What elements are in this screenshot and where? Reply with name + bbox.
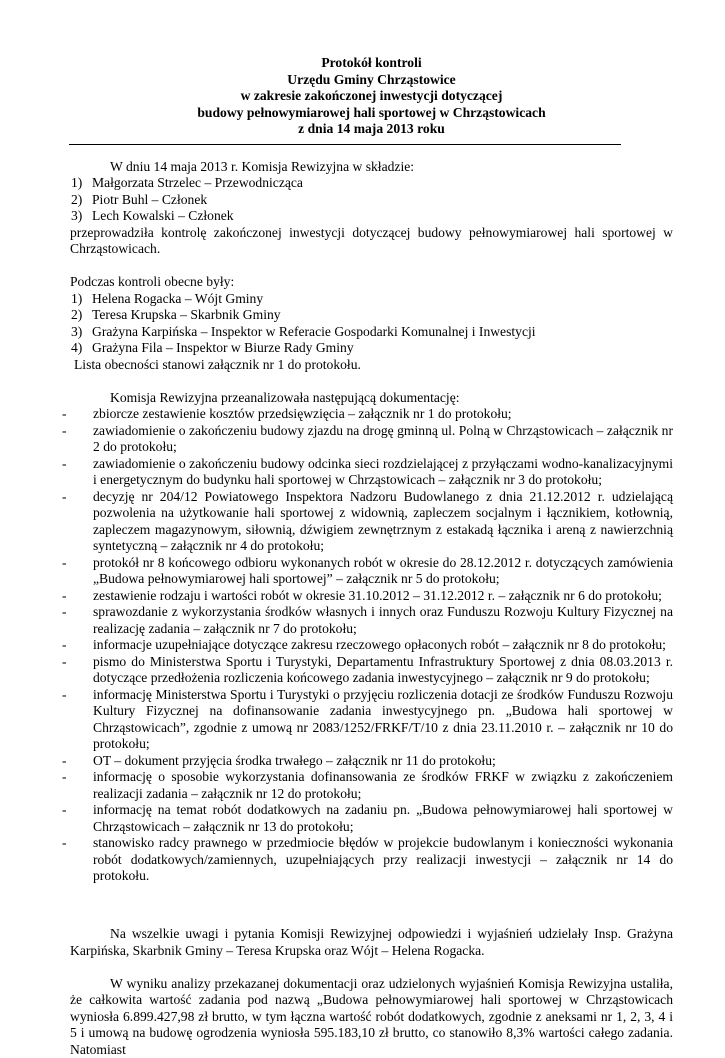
list-text: Grażyna Fila – Inspektor w Biurze Rady Gminy: [92, 340, 354, 355]
list-item: [70, 340, 673, 357]
list-number: 2): [71, 307, 82, 324]
conducted-paragraph: przeprowadziła kontrolę zakończonej inwestycji dotyczącej budowy pełnowymiarowej hali sportowej w Chrząstowicach.: [70, 225, 673, 258]
list-item: [70, 588, 673, 605]
list-text: zawiadomienie o zakończeniu budowy zjazdu na drogę gminną ul. Polną w Chrząstowicach – załącznik nr 2 do protokołu;: [93, 423, 673, 455]
documents-heading: Komisja Rewizyjna przeanalizowała następującą dokumentację:: [70, 390, 673, 407]
list-text: OT – dokument przyjęcia środka trwałego – załącznik nr 11 do protokołu;: [93, 753, 496, 768]
title-line: Protokół kontroli: [70, 55, 673, 72]
list-text: zawiadomienie o zakończeniu budowy odcinka sieci rozdzielającej z przyłączami wodno-kanalizacyjnymi i energetycznym do budynku hali sportowej w Chrząstowicach – załącznik nr 3 do protokołu;: [93, 456, 673, 488]
intro-paragraph: W dniu 14 maja 2013 r. Komisja Rewizyjna w składzie:: [70, 159, 673, 176]
list-bullet: -: [62, 604, 67, 621]
list-item: [70, 637, 673, 654]
findings-paragraph: W wyniku analizy przekazanej dokumentacji oraz udzielonych wyjaśnień Komisja Rewizyjna ustaliła, że całkowita wartość zadania pod nazwą „Budowa pełnowymiarowej hali sportowej w Chrząstowicach wyniosła 6.899.427,98 zł brutto, w tym łączna wartość robót dodatkowych, zgodnie z aneksami nr 1, 2, 3, 4 i 5 i umową na budowę ogrodzenia wyniosła 595.183,10 zł brutto, co stanowiło 8,3% wartości całego zadania. Natomiast: [70, 976, 673, 1058]
list-text: Piotr Buhl – Członek: [92, 192, 207, 207]
list-bullet: -: [62, 802, 67, 819]
list-number: 1): [71, 291, 82, 308]
list-number: 2): [71, 192, 82, 209]
list-text: Helena Rogacka – Wójt Gminy: [92, 291, 263, 306]
list-bullet: -: [62, 456, 67, 473]
list-text: zbiorcze zestawienie kosztów przedsięwzięcia – załącznik nr 1 do protokołu;: [93, 406, 512, 421]
list-bullet: -: [62, 406, 67, 423]
list-item: [70, 802, 673, 835]
list-bullet: -: [62, 637, 67, 654]
list-item: [70, 175, 673, 192]
list-item: [70, 192, 673, 209]
list-item: [70, 406, 673, 423]
explanations-paragraph: Na wszelkie uwagi i pytania Komisji Rewizyjnej odpowiedzi i wyjaśnień udzielały Insp. Grażyna Karpińska, Skarbnik Gminy – Teresa Krupska oraz Wójt – Helena Rogacka.: [70, 926, 673, 959]
list-text: Małgorzata Strzelec – Przewodnicząca: [92, 175, 303, 190]
title-line: z dnia 14 maja 2013 roku: [70, 121, 673, 138]
present-list: [70, 291, 673, 357]
list-text: Grażyna Karpińska – Inspektor w Referacie Gospodarki Komunalnej i Inwestycji: [92, 324, 536, 339]
list-number: 4): [71, 340, 82, 357]
list-item: [70, 423, 673, 456]
document-title: [70, 55, 673, 138]
list-bullet: -: [62, 769, 67, 786]
list-item: [70, 307, 673, 324]
list-bullet: -: [62, 687, 67, 704]
document-page: [70, 55, 673, 1058]
list-item: [70, 489, 673, 555]
list-text: decyzję nr 204/12 Powiatowego Inspektora Nadzoru Budowlanego z dnia 21.12.2012 r. udzielającą pozwolenia na użytkowanie hali sportowej z widownią, zapleczem socjalnym i łącznikiem, kotłownią, zapleczem magazynowym, siłownią, dźwigiem zewnętrznym z estakadą łącznika i areną z nawierzchnią syntetyczną – załącznik nr 4 do protokołu;: [93, 489, 673, 554]
list-text: pismo do Ministerstwa Sportu i Turystyki, Departamentu Infrastruktury Sportowej z dnia 08.03.2013 r. dotyczące przedłożenia rozliczenia końcowego zadania inwestycyjnego – załącznik nr 9 do protokołu;: [93, 654, 673, 686]
list-bullet: -: [62, 423, 67, 440]
list-item: [70, 324, 673, 341]
list-item: [70, 769, 673, 802]
list-text: Teresa Krupska – Skarbnik Gminy: [92, 307, 281, 322]
title-line: w zakresie zakończonej inwestycji dotyczącej: [70, 88, 673, 105]
list-text: zestawienie rodzaju i wartości robót w okresie 31.10.2012 – 31.12.2012 r. – załącznik nr 6 do protokołu;: [93, 588, 662, 603]
list-item: [70, 456, 673, 489]
list-bullet: -: [62, 489, 67, 506]
title-line: budowy pełnowymiarowej hali sportowej w Chrząstowicach: [70, 105, 673, 122]
list-item: [70, 687, 673, 753]
list-item: [70, 291, 673, 308]
list-item: [70, 753, 673, 770]
list-item: [70, 604, 673, 637]
title-divider: [69, 144, 621, 145]
list-item: [70, 555, 673, 588]
list-bullet: -: [62, 835, 67, 852]
list-text: sprawozdanie z wykorzystania środków własnych i innych oraz Funduszu Rozwoju Kultury Fizycznej na realizację zadania – załącznik nr 7 do protokołu;: [93, 604, 673, 636]
commission-list: [70, 175, 673, 225]
list-text: protokół nr 8 końcowego odbioru wykonanych robót w okresie do 28.12.2012 r. dotyczących zamówienia „Budowa pełnowymiarowej hali sportowej” – załącznik nr 5 do protokołu;: [93, 555, 673, 587]
present-heading: Podczas kontroli obecne były:: [70, 274, 673, 291]
documents-list: [70, 406, 673, 885]
list-number: 1): [71, 175, 82, 192]
list-number: 3): [71, 324, 82, 341]
list-text: informację o sposobie wykorzystania dofinansowania ze środków FRKF w związku z zakończeniem realizacji zadania – załącznik nr 12 do protokołu;: [93, 769, 673, 801]
list-item: [70, 835, 673, 885]
list-text: informację na temat robót dodatkowych na zadaniu pn. „Budowa pełnowymiarowej hali sportowej w Chrząstowicach – załącznik nr 13 do protokołu;: [93, 802, 673, 834]
list-bullet: -: [62, 555, 67, 572]
list-bullet: -: [62, 654, 67, 671]
list-bullet: -: [62, 588, 67, 605]
list-number: 3): [71, 208, 82, 225]
list-text: informację Ministerstwa Sportu i Turystyki o przyjęciu rozliczenia dotacji ze środków Funduszu Rozwoju Kultury Fizycznej na dofinansowanie zadania inwestycyjnego pn. „Budowa hali sportowej w Chrząstowicach”, zgodnie z umową nr 2083/1252/FRKF/T/10 z dnia 23.11.2010 r. – załącznik nr 10 do protokołu;: [93, 687, 673, 752]
list-text: informacje uzupełniające dotyczące zakresu rzeczowego opłaconych robót – załącznik nr 8 do protokołu;: [93, 637, 666, 652]
list-text: stanowisko radcy prawnego w przedmiocie błędów w projekcie budowlanym i konieczności wykonania robót dodatkowych/zamiennych, uzupełniających przy realizacji inwestycji – załącznik nr 14 do protokołu.: [93, 835, 673, 883]
title-line: Urzędu Gminy Chrząstowice: [70, 72, 673, 89]
list-item: [70, 654, 673, 687]
list-bullet: -: [62, 753, 67, 770]
attendance-note: Lista obecności stanowi załącznik nr 1 do protokołu.: [70, 357, 673, 374]
list-item: [70, 208, 673, 225]
list-text: Lech Kowalski – Członek: [92, 208, 234, 223]
